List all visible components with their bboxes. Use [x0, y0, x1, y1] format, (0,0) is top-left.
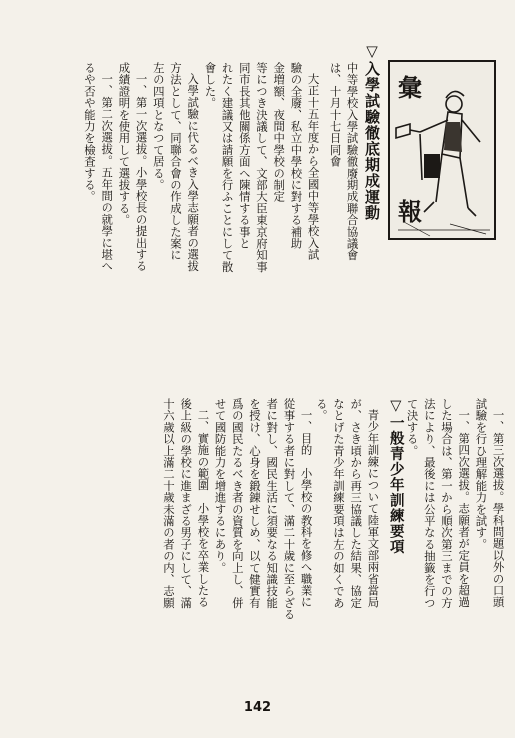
page-number: 142	[243, 700, 272, 715]
ul-col2-1: 青少年訓練について陸軍文部兩省當局	[366, 409, 381, 608]
ul-col2-3: なとげた青少年訓練要項は左の如くであ	[331, 398, 346, 609]
ul-col2-2: が、さき頃から再三協議した結果、協定	[349, 398, 364, 609]
lr-col-3: 者に對し、國民生活に須要なる知識技能	[265, 398, 280, 609]
box-char-2: 報	[398, 197, 422, 226]
ur-col-7: 會した。	[203, 62, 218, 109]
ul-col2-4: る。	[314, 398, 329, 422]
ul-col-4: した場合は、第一から順次第三までの方	[439, 398, 454, 609]
triangle-bullet-icon: ▽	[363, 42, 381, 61]
ur-col-3: 金増額、夜間中學校の制定	[272, 62, 287, 203]
ur-col-8: 入學試驗に代るべき入學志願者の選拔	[186, 73, 201, 272]
ur-col-13: 一、第二次選拔。五年間の就學に堪へ	[100, 73, 115, 272]
lr-col-6: せて國防能力を增進するにあり。	[213, 398, 228, 574]
ur-col-4: 等につき決議して、文部大臣東京府知事	[254, 62, 269, 273]
lr-col-4: を授け、心身を鍛錬せしめ、以て健實有	[247, 398, 262, 609]
ur-col-11: 一、第一次選拔。小學校長の提出する	[134, 73, 149, 272]
lr-col-5: 爲の國民たるべき者の資質を向上し、併	[230, 398, 245, 609]
lr-col-7: 二、實施の範圍 小學校を卒業したる	[196, 409, 211, 608]
triangle-bullet-icon: ▽	[387, 398, 404, 415]
lr-col-1: 一、目的 小學校の教科を修へ職業に	[299, 409, 314, 608]
heading-youth-training	[386, 398, 407, 555]
trumpeter-illustration	[390, 62, 498, 242]
ur-col-14: るや否や能力を檢査する。	[82, 62, 97, 203]
box-char-1: 彙	[398, 73, 422, 102]
ur-col-2: 驗の全廢、私立中學校に對する補助	[289, 62, 304, 250]
ur-col-5: 同市長其他關係方面へ陳情する事と	[237, 62, 252, 250]
ur-col-9: 方法として、同聯合會の作成した案に	[168, 62, 183, 261]
ul-col-3: 一、第四次選拔。志願者が定員を超過	[457, 409, 472, 608]
ul-col-5: 法により、最後には公平なる抽籤を行つ	[422, 398, 437, 609]
ul-col-6: て決する。	[405, 398, 420, 457]
ur-sub-1: 中等學校入學試驗徹廢期成聯合協議會	[345, 62, 360, 261]
ur-col-1: 大正十五年度から全國中等學校入試	[306, 73, 321, 261]
lr-col-9: 十六歲以上滿二十歲未滿の者の内、志願	[161, 398, 176, 609]
heading-text: 一般青少年訓練要項	[387, 415, 404, 555]
ur-sub-2: は、十月十七日同會	[328, 62, 343, 168]
heading-entrance-exam	[362, 42, 383, 221]
ul-col-1: 一、第三次選拔。學科問題以外の口頭	[491, 409, 506, 608]
ur-col-6: れたく建議又は請願を行ふことにして散	[220, 62, 235, 273]
ur-col-10: 左の四項となつて居る。	[151, 62, 166, 191]
section-title-box	[388, 60, 496, 240]
lr-col-2: 從事する者に對して、滿二十歲に至らざる	[282, 398, 297, 621]
lr-col-8: 後上級の學校に進まざる男子にして、滿	[179, 398, 194, 609]
ur-col-12: 成績證明を使用して選拔する。	[117, 62, 132, 226]
heading-text: 入學試驗徹底期成運動	[363, 61, 381, 221]
ul-col-2: 試驗を行ひ理解能力を試す。	[474, 398, 489, 551]
